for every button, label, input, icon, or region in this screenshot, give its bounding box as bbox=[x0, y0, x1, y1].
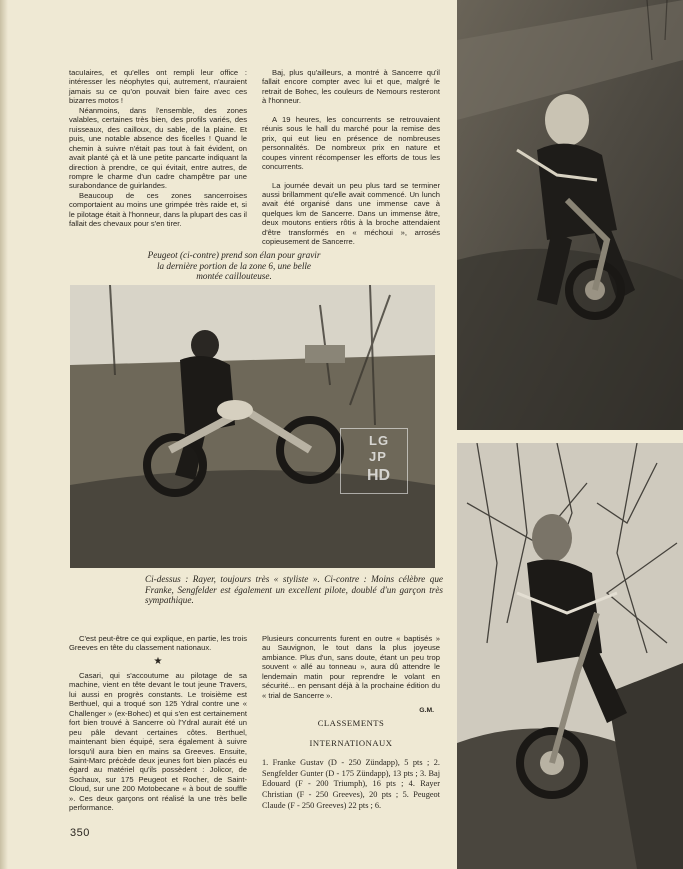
page-number: 350 bbox=[70, 827, 90, 839]
paragraph: tacuIaires, et qu'elles ont rempli leur office : intéresser les néophytes qui, autrement, n'auraient jamais su ce qu'on pouvait bien faire avec ces bizarres motos ! bbox=[69, 68, 247, 106]
author-signature: G.M. bbox=[419, 707, 434, 715]
watermark-text: JP bbox=[369, 449, 387, 464]
paragraph: A 19 heures, les concurrents se retrouvaient réunis sous le hall du marché pour la remise des prix, qui eut lieu en présence de nombreuses personnalités. De nombreux prix en nature et coupes vinrent récompenser les efforts de tous les concurrents. bbox=[262, 114, 440, 172]
paragraph: Baj, plus qu'ailleurs, a montré à Sancerre qu'il fallait encore compter avec lui et que, malgré le retrait de Bohec, les couleurs de Nemours resteront à l'honneur. bbox=[262, 68, 440, 106]
photo-top-right bbox=[457, 0, 683, 430]
page-spine-shadow bbox=[0, 0, 8, 869]
article-column-1-top bbox=[69, 68, 247, 229]
paragraph: Casari, qui s'accoutume au pilotage de sa machine, vient en tête devant le tout jeune Travers, lui aussi en progrès constants. Le troisième est Berthuel, qui a troqué son 125 Ydral contre une « Challenger » (ex-Bohec) et qui s'en est certainement fort bien trouvé à Sancerre où l'Ydral aurait été un peu pâle devant certaines côtes. Berthuel, maintenant bien équipé, sera également à suivre lorsqu'il aura bien en mains sa Greeves. Ensuite, Saint-Marc précède deux jeunes fort bien placés eu égard au matériel qu'ils possèdent : Jolicor, de Sochaux, sur 175 Peugeot et Rocher, de Saint-Cloud, sur une 200 Motobecane « à bout de souffle ». Ces deux garçons ont réalisé la une très belle performance. bbox=[69, 670, 247, 813]
classements-subtitle: INTERNATIONAUX bbox=[309, 738, 393, 748]
watermark-text: HD bbox=[367, 467, 391, 484]
photo-caption-top: Peugeot (ci-contre) prend son élan pour gravir la dernière portion de la zone 6, une belle montée caillouteuse. bbox=[147, 250, 321, 281]
classements-title: CLASSEMENTS bbox=[317, 718, 385, 728]
photo-bottom-right bbox=[457, 443, 683, 869]
paragraph: C'est peut-être ce qui explique, en partie, les trois Greeves en tête du classement nationaux. bbox=[69, 634, 247, 653]
star-separator: ★ bbox=[153, 655, 163, 667]
paragraph: La journée devait un peu plus tard se terminer aussi brillamment qu'elle avait commencé. Un lunch avait été organisé dans une immense cave à quelques km de Sancerre. Dans un immense âtre, deux moutons entiers rôtis à la broche attendaient d'être transformés en « méchoui », arrosés copieusement de Sancerre. bbox=[262, 180, 440, 247]
classements-results: 1. Franke Gustav (D - 250 Zündapp), 5 pts ; 2. Sengfelder Gunter (D - 175 Zündapp), 13 pts ; 3. Baj Edouard (F - 200 Triumph), 16 pts ; 4. Rayer Christian (F - 250 Greeves), 20 pts ; 5. Peugeot Claude (F - 250 Greeves) 22 pts ; 6. bbox=[262, 758, 440, 810]
paragraph: Plusieurs concurrents furent en outre « baptisés » au Sauvignon, le tout dans la plus joyeuse ambiance. Plus d'un, sans doute, étant un peu trop souvent « allé au tonneau », aura dû attendre le lendemain matin pour reprendre le volant en sécurité... en pensant déjà à la prochaine édition du « trial de Sancerre ». bbox=[262, 634, 440, 700]
photo-top-right-image bbox=[457, 0, 683, 430]
photo-middle-image bbox=[70, 285, 435, 568]
article-column-1-bottom bbox=[69, 634, 247, 813]
photo-caption-middle: Ci-dessus : Rayer, toujours très « styliste ». Ci-contre : Moins célèbre que Franke, Sengfelder est également un excellent pilote, doublé d'un garçon très sympathique. bbox=[145, 574, 443, 605]
photo-bottom-right-image bbox=[457, 443, 683, 869]
paragraph: Néanmoins, dans l'ensemble, des zones valables, certaines très bien, des profils variés, des ruisseaux, des cailloux, du sable, de la plaine. Et puis, une notable absence des ficelles ! Quand le chemin à suivre n'était pas tout à fait évident, on avait planté çà et là une petite pancarte indiquant la direction à prendre, ce qui évitait, entre autres, de rompre le charme d'un cadre champêtre par une surabondance de guirlandes. bbox=[69, 105, 247, 191]
watermark-text: LG bbox=[369, 433, 390, 448]
article-column-2-top bbox=[262, 68, 440, 247]
article-column-2-bottom bbox=[262, 634, 440, 716]
paragraph: Beaucoup de ces zones sancerroises comportaient au moins une grimpée très raide et, si le pilotage était à l'honneur, dans la plupart des cas il fallait des chevaux pour s'en tirer. bbox=[69, 190, 247, 229]
photo-middle bbox=[70, 285, 435, 568]
watermark-logo bbox=[340, 428, 408, 494]
